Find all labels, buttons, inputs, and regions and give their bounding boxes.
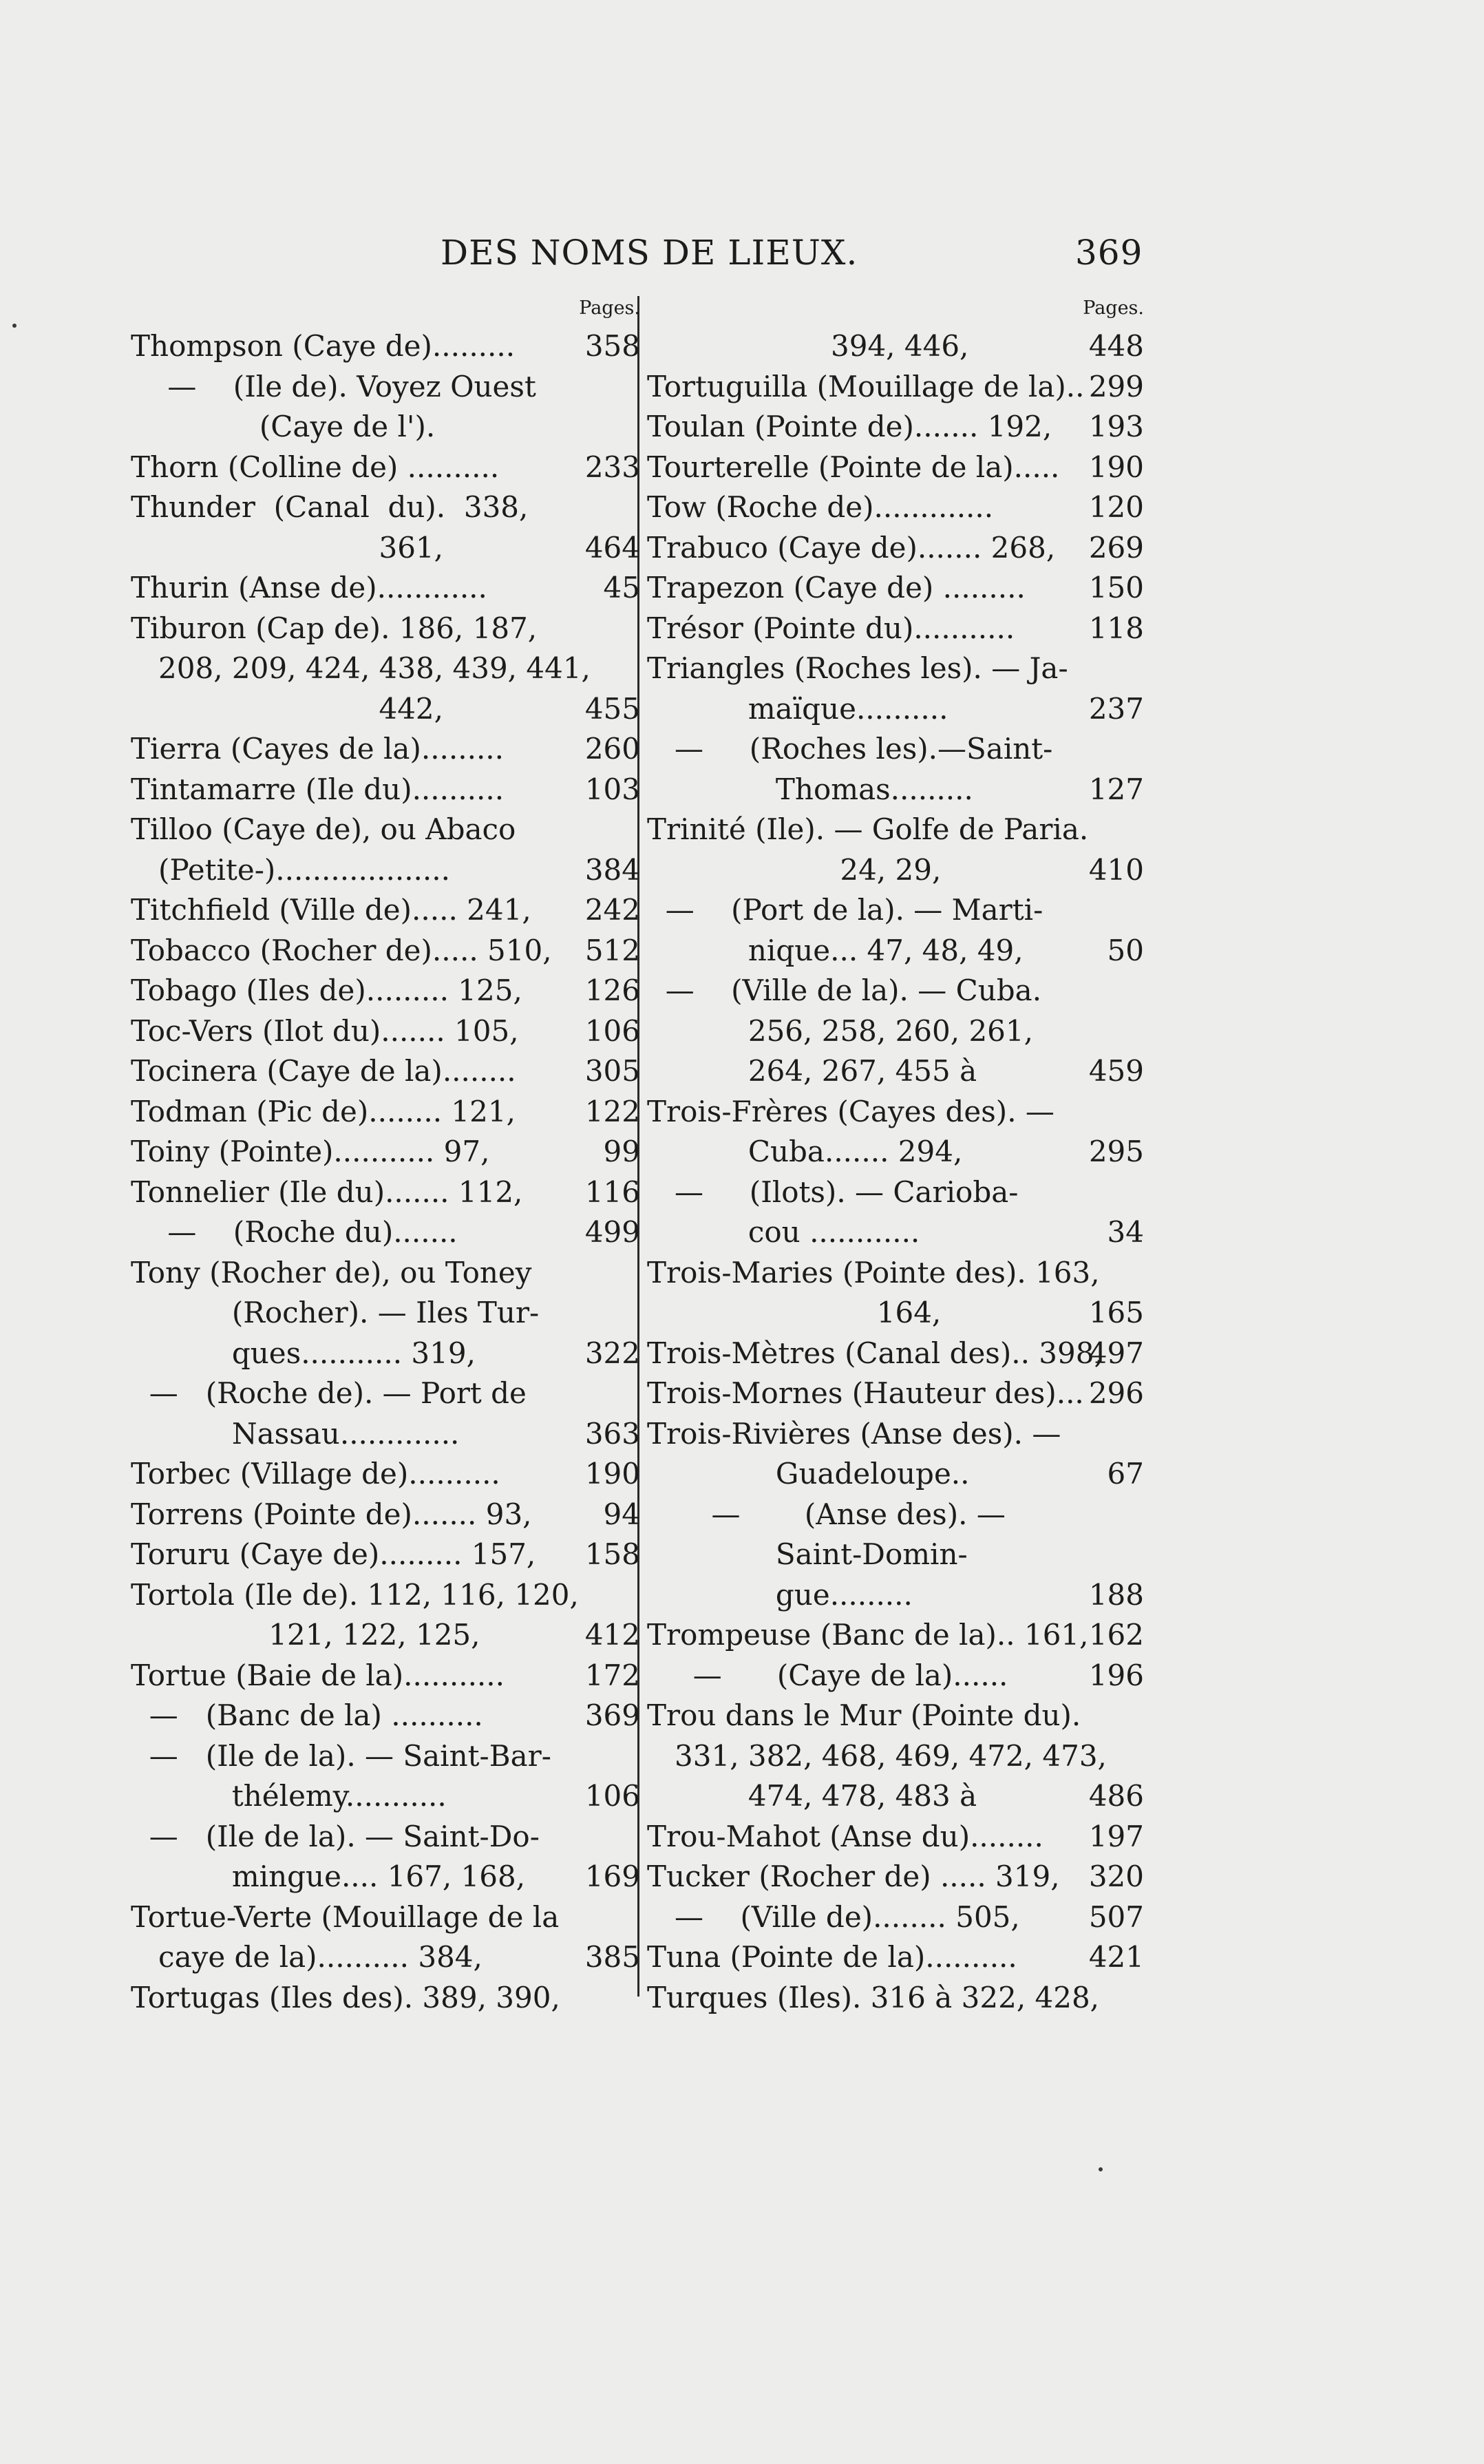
- entry-text: 442,: [131, 691, 443, 726]
- entry-text: — (Ville de la). — Cuba.: [647, 973, 1042, 1007]
- entry-text: — (Ville de)........ 505,: [647, 1899, 1020, 1934]
- entry-page-number: 50: [1107, 933, 1144, 967]
- entry-page-number: 197: [1088, 1819, 1144, 1853]
- entry-page-number: 299: [1088, 369, 1144, 403]
- index-entry: [131, 1373, 640, 1414]
- paper-speck: [12, 324, 17, 328]
- entry-text: Tobacco (Rocher de)..... 510,: [131, 933, 552, 967]
- entry-text: Tucker (Rocher de) ..... 319,: [647, 1860, 1060, 1893]
- entry-page-number: 190: [1088, 450, 1144, 484]
- entry-page-number: 358: [584, 329, 640, 363]
- entry-text: — (Roche du).......: [131, 1215, 458, 1249]
- entry-text: Tourterelle (Pointe de la).....: [647, 450, 1060, 484]
- index-entry: [131, 729, 640, 770]
- entry-text: Trois-Rivières (Anse des). —: [647, 1416, 1061, 1451]
- index-entry: [131, 689, 640, 730]
- index-entry: [647, 487, 1144, 528]
- index-entry: [647, 1696, 1144, 1736]
- index-entry: [647, 568, 1144, 609]
- index-entry: [131, 528, 640, 569]
- index-entry: [647, 1736, 1144, 1777]
- entry-text: Trinité (Ile). — Golfe de Paria.: [647, 812, 1089, 846]
- entry-text: Tortue (Baie de la)...........: [131, 1658, 514, 1692]
- entry-page-number: 421: [1088, 1940, 1144, 1974]
- index-entry: [131, 1172, 640, 1213]
- entry-page-number: 459: [1088, 1054, 1144, 1088]
- index-entry: [131, 1092, 640, 1133]
- entry-page-number: 165: [1088, 1296, 1144, 1329]
- paper-speck: [1099, 2167, 1103, 2171]
- entry-page-number: 499: [584, 1215, 640, 1249]
- index-entry: [647, 649, 1144, 689]
- entry-page-number: 103: [584, 772, 640, 806]
- entry-page-number: 169: [584, 1860, 640, 1893]
- entry-text: — (Ile de la). — Saint-Bar-: [131, 1738, 551, 1773]
- index-entry: [647, 1817, 1144, 1857]
- entry-page-number: 127: [1088, 772, 1144, 806]
- entry-text: Tonnelier (Ile du)....... 112,: [131, 1175, 523, 1209]
- entry-text: (Caye de l').: [131, 410, 436, 443]
- entry-text: nique... 47, 48, 49,: [647, 933, 1024, 967]
- entry-text: Tierra (Cayes de la).........: [131, 732, 513, 766]
- entry-text: Trou dans le Mur (Pointe du).: [647, 1698, 1081, 1732]
- entry-text: Tintamarre (Ile du)..........: [131, 772, 513, 806]
- index-entry: [647, 931, 1144, 971]
- index-entry: [647, 850, 1144, 891]
- entry-text: Tortugas (Iles des). 389, 390,: [131, 1980, 560, 2014]
- index-entry: [647, 1897, 1144, 1938]
- entry-text: Trois-Mètres (Canal des).. 398,: [647, 1336, 1103, 1370]
- entry-page-number: 305: [584, 1054, 640, 1088]
- entry-text: caye de la).......... 384,: [131, 1940, 483, 1974]
- entry-page-number: 507: [1088, 1899, 1144, 1934]
- index-entry: [131, 850, 640, 891]
- entry-page-number: 363: [584, 1416, 640, 1451]
- index-entry: [647, 407, 1144, 447]
- index-entry: [647, 1937, 1144, 1978]
- entry-page-number: 464: [584, 530, 640, 565]
- index-entry: [131, 1132, 640, 1172]
- index-entry: [131, 1937, 640, 1978]
- index-entry: [647, 1535, 1144, 1575]
- index-entry: [131, 1293, 640, 1334]
- entry-text: 164,: [647, 1296, 942, 1329]
- entry-text: mingue.... 167, 168,: [131, 1860, 526, 1893]
- index-entry: [647, 729, 1144, 770]
- entry-text: Toc-Vers (Ilot du)....... 105,: [131, 1013, 519, 1048]
- entry-text: Toulan (Pointe de)....... 192,: [647, 410, 1052, 443]
- entry-text: Titchfield (Ville de)..... 241,: [131, 893, 531, 927]
- index-entry: [131, 326, 640, 367]
- entry-text: Thorn (Colline de) ..........: [131, 450, 509, 484]
- entry-page-number: 322: [584, 1336, 640, 1370]
- entry-page-number: 94: [603, 1497, 640, 1531]
- index-entry: [131, 1817, 640, 1857]
- index-entry: [131, 1011, 640, 1052]
- entry-page-number: 190: [584, 1457, 640, 1491]
- index-entry: [131, 890, 640, 931]
- index-entry: [647, 326, 1144, 367]
- entry-page-number: 172: [584, 1658, 640, 1692]
- entry-text: Thompson (Caye de).........: [131, 329, 524, 363]
- index-entry: [131, 367, 640, 408]
- entry-text: 256, 258, 260, 261,: [647, 1013, 1033, 1048]
- index-entry: [647, 1615, 1144, 1656]
- entry-text: gue.........: [647, 1577, 913, 1612]
- index-entry: [647, 770, 1144, 810]
- entry-page-number: 296: [1088, 1376, 1144, 1410]
- entry-text: Torbec (Village de)..........: [131, 1457, 510, 1491]
- entry-text: thélemy...........: [131, 1779, 456, 1813]
- index-entry: [647, 1092, 1144, 1133]
- entry-page-number: 122: [584, 1094, 640, 1128]
- index-entry: [647, 1051, 1144, 1092]
- entry-page-number: 196: [1088, 1658, 1144, 1692]
- entry-text: Tortuguilla (Mouillage de la)..: [647, 369, 1085, 403]
- index-entry: [647, 971, 1144, 1011]
- entry-text: — (Ile de la). — Saint-Do-: [131, 1819, 540, 1853]
- index-entry: [131, 568, 640, 609]
- index-entry: [647, 1575, 1144, 1616]
- entry-text: — (Port de la). — Marti-: [647, 893, 1043, 927]
- index-entry: [131, 649, 640, 689]
- entry-page-number: 412: [584, 1618, 640, 1652]
- entry-page-number: 260: [584, 732, 640, 766]
- entry-text: Trou-Mahot (Anse du)........: [647, 1819, 1043, 1853]
- entry-page-number: 497: [1088, 1336, 1144, 1370]
- entry-page-number: 106: [584, 1013, 640, 1048]
- entry-text: Turques (Iles). 316 à 322, 428,: [647, 1980, 1100, 2014]
- entry-page-number: 242: [584, 893, 640, 927]
- index-entry: [647, 1414, 1144, 1455]
- entry-page-number: 118: [1088, 611, 1144, 645]
- entry-page-number: 120: [1088, 490, 1144, 524]
- entry-page-number: 158: [584, 1537, 640, 1571]
- entry-text: (Rocher). — Iles Tur-: [131, 1296, 540, 1329]
- entry-text: 394, 446,: [647, 329, 969, 363]
- entry-text: 208, 209, 424, 438, 439, 441,: [131, 651, 591, 685]
- index-entry: [647, 1656, 1144, 1696]
- entry-text: — (Ile de). Voyez Ouest: [131, 369, 536, 403]
- index-entry: [647, 890, 1144, 931]
- entry-page-number: 233: [584, 450, 640, 484]
- index-entry: [131, 407, 640, 447]
- entry-page-number: 237: [1088, 691, 1144, 726]
- index-entry: [131, 1897, 640, 1938]
- index-entry: [131, 931, 640, 971]
- index-entry: [647, 810, 1144, 850]
- entry-text: Tony (Rocher de), ou Toney: [131, 1255, 532, 1289]
- index-entry: [131, 1253, 640, 1294]
- entry-text: Tortue-Verte (Mouillage de la: [131, 1899, 560, 1934]
- entry-text: Tuna (Pointe de la)..........: [647, 1940, 1017, 1974]
- index-entry: [131, 1535, 640, 1575]
- entry-page-number: 486: [1088, 1779, 1144, 1813]
- index-entry: [131, 1656, 640, 1696]
- page-number: 369: [1075, 233, 1143, 273]
- index-entry: [131, 1212, 640, 1253]
- entry-page-number: 448: [1088, 329, 1144, 363]
- entry-page-number: 269: [1088, 530, 1144, 565]
- entry-text: 361,: [131, 530, 443, 565]
- index-entry: [131, 1454, 640, 1495]
- entry-text: (Petite-)...................: [131, 852, 460, 887]
- entry-text: Trois-Frères (Cayes des). —: [647, 1094, 1054, 1128]
- index-entry: [647, 1253, 1144, 1294]
- entry-text: Tiburon (Cap de). 186, 187,: [131, 611, 538, 645]
- entry-page-number: 67: [1107, 1457, 1144, 1491]
- index-entry: [131, 1736, 640, 1777]
- index-entry: [131, 971, 640, 1011]
- entry-page-number: 162: [1088, 1618, 1144, 1652]
- index-entry: [131, 1857, 640, 1897]
- index-entry: [647, 1978, 1144, 2019]
- entry-text: — (Ilots). — Carioba-: [647, 1175, 1019, 1209]
- index-entry: [131, 1575, 640, 1616]
- entry-text: Trapezon (Caye de) .........: [647, 571, 1026, 604]
- entry-text: Saint-Domin-: [647, 1537, 968, 1571]
- entry-text: 121, 122, 125,: [131, 1618, 480, 1652]
- entry-text: Tortola (Ile de). 112, 116, 120,: [131, 1577, 579, 1612]
- entry-text: — (Roches les).—Saint-: [647, 732, 1053, 766]
- entry-text: Tocinera (Caye de la)........: [131, 1054, 525, 1088]
- entry-text: — (Roche de). — Port de: [131, 1376, 527, 1410]
- index-entry: [131, 1051, 640, 1092]
- entry-text: Nassau.............: [131, 1416, 469, 1451]
- entry-page-number: 45: [603, 571, 640, 604]
- running-header-title: DES NOMS DE LIEUX.: [441, 233, 858, 273]
- entry-text: Torrens (Pointe de)....... 93,: [131, 1497, 532, 1531]
- index-column-right: [647, 295, 1144, 2018]
- entry-text: Thunder (Canal du). 338,: [131, 490, 529, 524]
- entry-text: Trois-Mornes (Hauteur des)...: [647, 1376, 1084, 1410]
- entry-text: 264, 267, 455 à: [647, 1054, 977, 1088]
- entry-text: Thomas.........: [647, 772, 973, 806]
- entry-page-number: 320: [1088, 1860, 1144, 1893]
- entry-page-number: 193: [1088, 410, 1144, 443]
- entry-page-number: 384: [584, 852, 640, 887]
- index-entry: [647, 609, 1144, 649]
- index-entry: [647, 1132, 1144, 1172]
- index-entry: [647, 1495, 1144, 1535]
- entry-page-number: 295: [1088, 1135, 1144, 1168]
- index-entry: [647, 1373, 1144, 1414]
- index-entry: [647, 1293, 1144, 1334]
- entry-text: 24, 29,: [647, 852, 942, 887]
- index-entry: [131, 609, 640, 649]
- index-entry: [647, 1454, 1144, 1495]
- entry-text: Toruru (Caye de)......... 157,: [131, 1537, 536, 1571]
- entry-page-number: 116: [584, 1175, 640, 1209]
- index-entry: [131, 1495, 640, 1535]
- index-entry: [131, 1334, 640, 1374]
- entry-page-number: 150: [1088, 571, 1144, 604]
- entry-text: — (Anse des). —: [647, 1497, 1006, 1531]
- entry-page-number: 410: [1088, 852, 1144, 887]
- pages-label: Pages.: [1083, 297, 1144, 319]
- entry-text: — (Banc de la) ..........: [131, 1698, 493, 1732]
- index-entry: [131, 487, 640, 528]
- entry-page-number: 369: [584, 1698, 640, 1732]
- entry-text: Tobago (Iles de)......... 125,: [131, 973, 522, 1007]
- entry-page-number: 106: [584, 1779, 640, 1813]
- entry-text: Trabuco (Caye de)....... 268,: [647, 530, 1056, 565]
- entry-text: 474, 478, 483 à: [647, 1779, 977, 1813]
- entry-page-number: 99: [603, 1135, 640, 1168]
- index-entry: [131, 1696, 640, 1736]
- entry-text: Triangles (Roches les). — Ja-: [647, 651, 1068, 685]
- entry-text: Toiny (Pointe)........... 97,: [131, 1135, 490, 1168]
- entry-text: Trésor (Pointe du)...........: [647, 611, 1015, 645]
- index-entry: [647, 1857, 1144, 1897]
- pages-label: Pages.: [579, 297, 640, 319]
- entry-page-number: 188: [1088, 1577, 1144, 1612]
- index-column-left: [131, 295, 640, 2018]
- entry-text: Trompeuse (Banc de la).. 161,: [647, 1618, 1089, 1652]
- index-entry: [131, 447, 640, 488]
- entry-text: Cuba....... 294,: [647, 1135, 963, 1168]
- index-entry: [131, 810, 640, 850]
- index-entry: [131, 1414, 640, 1455]
- entry-text: maïque..........: [647, 691, 948, 726]
- index-entry: [647, 367, 1144, 408]
- index-entry: [647, 528, 1144, 569]
- entry-page-number: 512: [584, 933, 640, 967]
- entry-text: Thurin (Anse de)............: [131, 571, 497, 604]
- index-entry: [647, 1776, 1144, 1817]
- index-entry: [647, 1212, 1144, 1253]
- index-entry: [131, 1978, 640, 2019]
- index-entry: [647, 1334, 1144, 1374]
- index-entry: [647, 447, 1144, 488]
- entry-text: Guadeloupe..: [647, 1457, 970, 1491]
- entry-text: Tow (Roche de).............: [647, 490, 994, 524]
- entry-text: Trois-Maries (Pointe des). 163,: [647, 1255, 1100, 1289]
- entry-page-number: 385: [584, 1940, 640, 1974]
- index-entry: [131, 1615, 640, 1656]
- index-entry: [131, 1776, 640, 1817]
- entry-text: Tilloo (Caye de), ou Abaco: [131, 812, 516, 846]
- entry-text: ques........... 319,: [131, 1336, 476, 1370]
- entry-page-number: 126: [584, 973, 640, 1007]
- entry-text: Todman (Pic de)........ 121,: [131, 1094, 516, 1128]
- entry-text: 331, 382, 468, 469, 472, 473,: [647, 1738, 1107, 1773]
- entry-page-number: 455: [584, 691, 640, 726]
- entry-text: cou ............: [647, 1215, 920, 1249]
- entry-text: — (Caye de la)......: [647, 1658, 1008, 1692]
- index-entry: [131, 770, 640, 810]
- index-entry: [647, 1011, 1144, 1052]
- entry-page-number: 34: [1107, 1215, 1144, 1249]
- index-entry: [647, 1172, 1144, 1213]
- index-entry: [647, 689, 1144, 730]
